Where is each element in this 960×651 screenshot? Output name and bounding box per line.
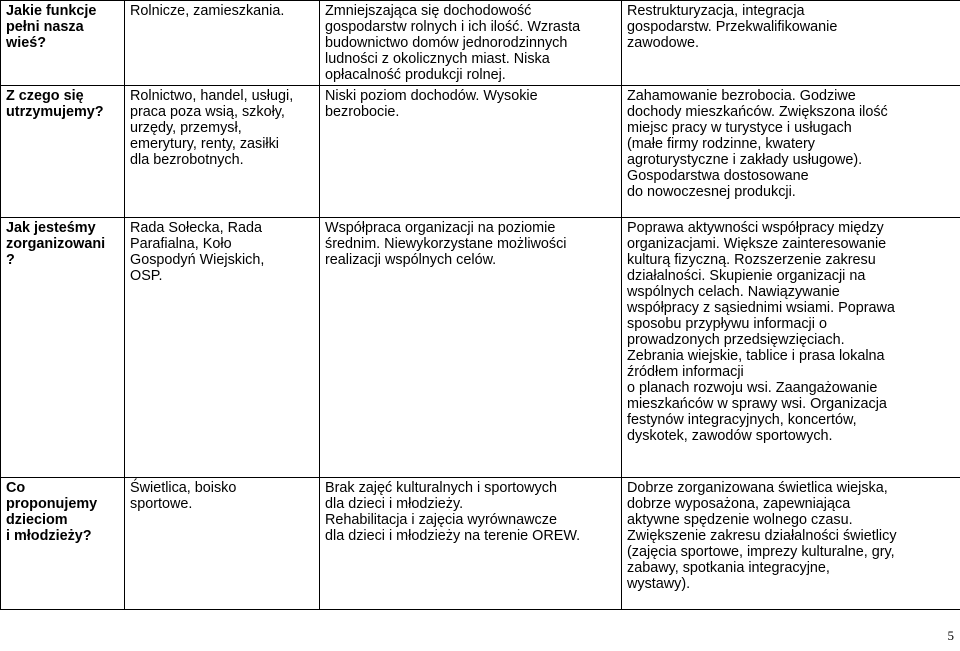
text-line: wieś? xyxy=(6,35,46,51)
text-line: dobrze wyposażona, zapewniająca xyxy=(627,496,851,512)
text-line: (małe firmy rodzinne, kwatery xyxy=(627,136,815,152)
text-line: zorganizowani xyxy=(6,236,106,252)
table-cell xyxy=(622,86,960,218)
text-line: budownictwo domów jednorodzinnych xyxy=(325,35,568,51)
table-cell xyxy=(320,218,622,478)
text-line: aktywne spędzenie wolnego czasu. xyxy=(627,512,853,528)
text-line: Brak zajęć kulturalnych i sportowych xyxy=(325,480,557,496)
text-line: praca poza wsią, szkoły, xyxy=(130,104,285,120)
row-header xyxy=(1,218,125,478)
table-cell xyxy=(622,1,960,86)
text-line: Co xyxy=(6,480,26,496)
text-line: Gospodyń Wiejskich, xyxy=(130,252,265,268)
table-row xyxy=(1,1,960,86)
text-line: Rada Sołecka, Rada xyxy=(130,220,262,236)
table-cell xyxy=(622,478,960,610)
text-line: Zwiększenie zakresu działalności świetlicy xyxy=(627,528,897,544)
text-line: Zahamowanie bezrobocia. Godziwe xyxy=(627,88,856,104)
text-line: Zmniejszająca się dochodowość xyxy=(325,3,532,19)
text-line: Dobrze zorganizowana świetlica wiejska, xyxy=(627,480,888,496)
text-line: emerytury, renty, zasiłki xyxy=(130,136,279,152)
text-line: Zebrania wiejskie, tablice i prasa lokalna xyxy=(627,348,885,364)
text-line: Jakie funkcje xyxy=(6,3,97,19)
text-line: Gospodarstwa dostosowane xyxy=(627,168,809,184)
text-line: Niski poziom dochodów. Wysokie xyxy=(325,88,538,104)
text-line: Restrukturyzacja, integracja xyxy=(627,3,805,19)
text-line: dyskotek, zawodów sportowych. xyxy=(627,428,833,444)
text-line: OSP. xyxy=(130,268,163,284)
text-line: prowadzonych przedsięwzięciach. xyxy=(627,332,845,348)
text-line: (zajęcia sportowe, imprezy kulturalne, gry, xyxy=(627,544,895,560)
text-line: źródłem informacji xyxy=(627,364,744,380)
table-cell xyxy=(622,218,960,478)
text-line: współpracy z sąsiednimi wsiami. Poprawa xyxy=(627,300,895,316)
text-line: proponujemy xyxy=(6,496,98,512)
text-line: wspólnych celach. Nawiązywanie xyxy=(627,284,840,300)
text-line: urzędy, przemysł, xyxy=(130,120,242,136)
page-number: 5 xyxy=(947,628,954,643)
text-line: opłacalność produkcji rolnej. xyxy=(325,67,506,83)
table-cell xyxy=(125,218,320,478)
text-line: wystawy). xyxy=(627,576,691,592)
table-cell xyxy=(320,478,622,610)
text-line: Współpraca organizacji na poziomie xyxy=(325,220,556,236)
table-row xyxy=(1,86,960,218)
text-line: Parafialna, Koło xyxy=(130,236,232,252)
row-header xyxy=(1,1,125,86)
row-header xyxy=(1,86,125,218)
table-cell xyxy=(125,478,320,610)
text-line: ? xyxy=(6,252,15,268)
table-row xyxy=(1,218,960,478)
table-cell xyxy=(125,86,320,218)
table-cell xyxy=(320,1,622,86)
text-line: utrzymujemy? xyxy=(6,104,104,120)
text-line: Świetlica, boisko xyxy=(130,480,237,496)
text-line: Rolnicze, zamieszkania. xyxy=(130,3,285,19)
text-line: zawodowe. xyxy=(627,35,699,51)
text-line: bezrobocie. xyxy=(325,104,400,120)
table-row xyxy=(1,478,960,610)
text-line: miejsc pracy w turystyce i usługach xyxy=(627,120,852,136)
text-line: mieszkańców w sprawy wsi. Organizacja xyxy=(627,396,887,412)
text-line: dla bezrobotnych. xyxy=(130,152,244,168)
text-line: agroturystyczne i zakłady usługowe). xyxy=(627,152,863,168)
text-line: średnim. Niewykorzystane możliwości xyxy=(325,236,567,252)
text-line: Rehabilitacja i zajęcia wyrównawcze xyxy=(325,512,557,528)
text-line: festynów integracyjnych, koncertów, xyxy=(627,412,857,428)
text-line: Poprawa aktywności współpracy między xyxy=(627,220,884,236)
text-line: sportowe. xyxy=(130,496,193,512)
text-line: Z czego się xyxy=(6,88,84,104)
text-line: realizacji wspólnych celów. xyxy=(325,252,497,268)
text-line: Rolnictwo, handel, usługi, xyxy=(130,88,294,104)
text-line: gospodarstw. Przekwalifikowanie xyxy=(627,19,838,35)
text-line: dla dzieci i młodzieży na terenie OREW. xyxy=(325,528,581,544)
table-cell xyxy=(125,1,320,86)
table-cell xyxy=(320,86,622,218)
text-line: gospodarstw rolnych i ich ilość. Wzrasta xyxy=(325,19,581,35)
text-line: sposobu przypływu informacji o xyxy=(627,316,827,332)
text-line: do nowoczesnej produkcji. xyxy=(627,184,796,200)
text-line: dla dzieci i młodzieży. xyxy=(325,496,464,512)
text-line: i młodzieży? xyxy=(6,528,92,544)
text-line: organizacjami. Większe zainteresowanie xyxy=(627,236,887,252)
text-line: kulturą fizyczną. Rozszerzenie zakresu xyxy=(627,252,876,268)
text-line: pełni nasza xyxy=(6,19,84,35)
row-header xyxy=(1,478,125,610)
text-line: ludności z okolicznych miast. Niska xyxy=(325,51,550,67)
text-line: zabawy, spotkania integracyjne, xyxy=(627,560,830,576)
text-line: Jak jesteśmy xyxy=(6,220,96,236)
text-line: o planach rozwoju wsi. Zaangażowanie xyxy=(627,380,878,396)
text-line: działalności. Skupienie organizacji na xyxy=(627,268,866,284)
text-line: dochody mieszkańców. Zwiększona ilość xyxy=(627,104,888,120)
text-line: dzieciom xyxy=(6,512,68,528)
